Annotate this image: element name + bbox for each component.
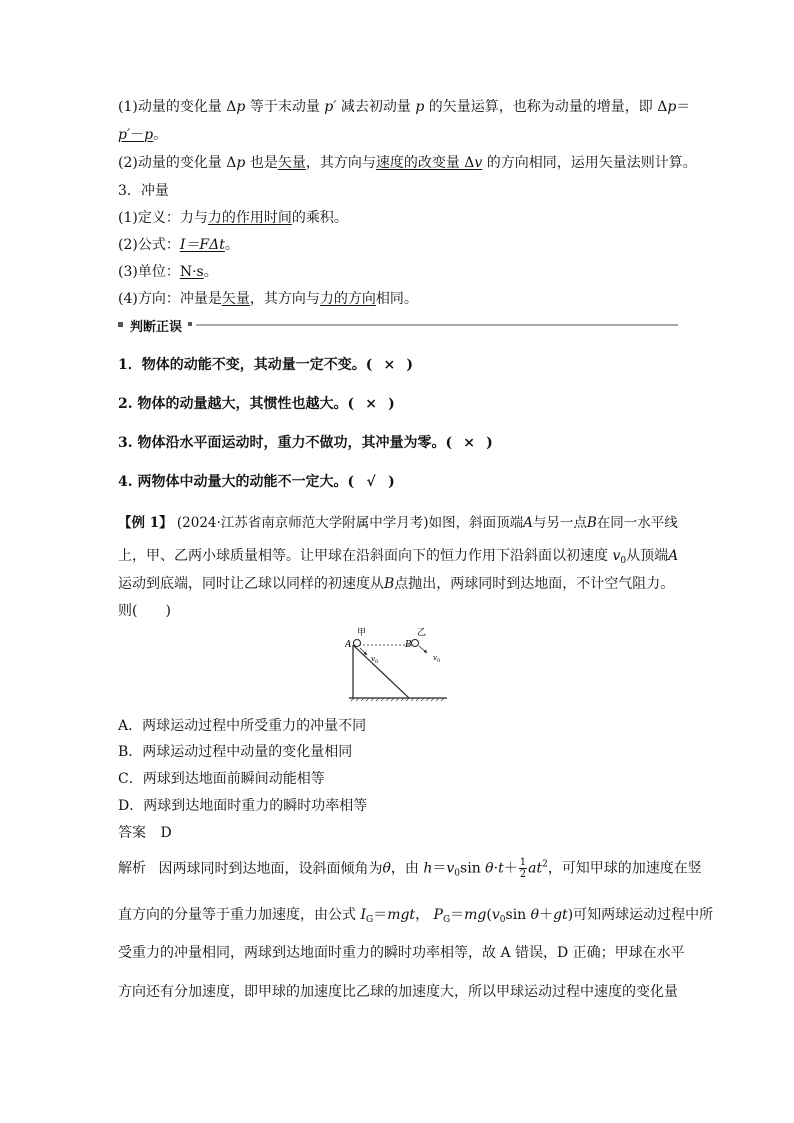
text: A．两球运动过程中所受重力的冲量不同 [118,718,367,734]
text: θ [382,860,391,877]
label-yi: 乙 [417,628,427,638]
text: 上，甲、乙两小球质量相等。让甲球在沿斜面向下的恒力作用下沿斜面以初速度 [118,548,613,564]
choice-B [118,741,352,761]
concept-line-5 [118,207,348,227]
text: B [586,515,597,531]
text: 0 [499,915,506,925]
label-B: B [405,640,412,650]
text: 0 [620,556,627,566]
text: ) [406,357,413,373]
unit: N·s [179,264,204,280]
text: 方向还有分加速度，即甲球的加速度比乙球的加速度大，所以甲球运动过程中速度的变化量 [118,984,678,1000]
label-v0-sub: 0 [437,658,441,664]
text: 2. 物体的动量越大，其惯性也越大。( [118,396,355,412]
choice-D [118,795,367,815]
text: C．两球到达地面前瞬间动能相等 [118,771,325,787]
text: ( [486,907,492,923]
text: p [415,99,425,115]
text: ， [415,907,430,923]
text: v [446,860,455,877]
text: ) [388,396,395,412]
text: G [365,915,374,925]
text: 受重力的冲量相同，两球到达地面时重力的瞬时功率相等，故 A 错误，D 正确；甲球在水平 [118,945,685,961]
text: 1．物体的动能不变，其动量一定不变。( [118,357,373,373]
concept-line-6 [118,234,239,254]
text: sin [505,907,531,923]
text: A [668,548,679,564]
concept-line-7 [118,261,218,281]
judgement-item-3 [118,432,493,452]
section-marker-icon [118,322,123,327]
divider-line [196,324,678,326]
text: 。 [203,264,218,280]
ball-jia [354,640,361,647]
example-line-2 [118,545,678,566]
text: v [491,907,500,923]
section-header-judgement [118,318,678,335]
formula: I＝FΔt [179,237,225,253]
concept-line-1 [118,96,690,116]
judgement-mark: × [383,357,396,373]
concept-line-8 [118,288,418,308]
text: p [144,127,154,143]
text: ，其方向与 [305,155,376,171]
text: ＋ [539,907,554,923]
label-A: A [345,640,352,650]
text: ，由 [390,860,424,877]
example-line-3 [118,573,674,593]
text: (2)公式： [118,237,180,253]
text: v [612,548,621,564]
judgement-mark: × [463,435,475,451]
fraction-half [519,857,527,880]
section-title: 判断正误 [130,320,183,335]
example-line-4 [118,600,171,620]
text: h [423,860,433,877]
judgement-item-4 [118,471,395,491]
analysis-line-1 [118,857,702,880]
text: B [384,576,395,592]
concept-line-3 [118,152,697,172]
text: 的乘积。 [291,210,348,226]
text: (1)定义：力与 [118,210,208,226]
answer-value: D [160,825,172,841]
text: ＝ [373,907,388,923]
text: 与另一点 [532,515,587,531]
concept-heading-impulse [118,180,169,200]
text: 4. 两物体中动量大的动能不一定大。( [118,474,355,490]
example-tag: 【例 1】 [118,515,173,531]
example-source: (2024·江苏省南京师范大学附属中学月考) [176,515,429,531]
text: ，其方向与 [249,291,320,307]
text: ＝ [450,907,465,923]
text: mgt [387,907,416,923]
text: 。 [153,127,168,143]
text: )可知两球运动过程中所 [567,907,714,923]
example-line-1 [118,511,678,531]
text: G [442,915,451,925]
text: p′ [118,127,131,143]
text: p [667,99,677,115]
text: 力的作用时间 [207,210,292,226]
text: 速度的改变量 Δ [375,155,475,171]
text: 3. 物体沿水平面运动时，重力不做功，其冲量为零。( [118,435,453,451]
judgement-mark: × [365,396,377,412]
text: 力的方向 [319,291,376,307]
text: 等于末动量 [245,99,325,115]
analysis-line-4 [118,981,678,1001]
text: 0 [454,868,461,879]
text: (2)动量的变化量 Δ [118,155,237,171]
concept-line-2 [118,124,167,144]
text: 点抛出，两球同时到达地面，不计空气阻力。 [394,576,675,592]
label-v0-jia: v [371,655,375,663]
analysis-label: 解析 [118,860,146,877]
text: 从顶端 [626,548,669,564]
text: 相同。 [375,291,418,307]
text: A [523,515,533,531]
text: sin [460,860,486,877]
text: v [474,155,483,171]
text: 2 [542,859,548,870]
incline-diagram [345,626,455,704]
text: p′ [324,99,337,115]
text: (4)方向：冲量是 [118,291,222,307]
judgement-item-1 [118,354,413,374]
incline-figure [345,626,455,708]
text: 的方向相同，运用矢量法则计算。 [482,155,697,171]
heading: 3．冲量 [118,183,169,199]
text: t [536,860,543,877]
text: ＝ [676,99,691,115]
text: ) [388,474,395,490]
text: － [130,127,145,143]
text: θ [530,907,540,923]
label-jia: 甲 [357,628,367,638]
text: t [498,860,504,877]
judgement-item-2 [118,393,395,413]
text: 在同一水平线 [596,515,678,531]
answer-label: 答案 [118,825,146,841]
text: (1)动量的变化量 Δ [118,99,237,115]
text: ＝ [432,860,447,877]
text: P [433,907,443,923]
text: p [236,155,246,171]
text: 直方向的分量等于重力加速度，由公式 [118,907,361,923]
text: 运动到底端，同时让乙球以同样的初速度从 [118,576,384,592]
text: gt [553,907,568,923]
choice-A [118,715,366,735]
text: 如图，斜面顶端 [428,515,524,531]
judgement-mark: √ [366,474,376,490]
text: ，可知甲球的加速度在竖 [547,860,702,877]
text: p [236,99,246,115]
divider-dot [188,322,192,326]
text: I [360,907,366,923]
label-v0-sub: 0 [375,659,379,665]
text: 因两球同时到达地面，设斜面倾角为 [158,860,383,877]
text: 矢量 [277,155,306,171]
incline-slope [353,645,409,698]
text: D．两球到达地面时重力的瞬时功率相等 [118,798,368,814]
text: 则( ) [118,603,171,619]
label-v0-yi: v [433,654,437,662]
analysis-line-3 [118,942,685,962]
choice-C [118,768,325,788]
text: a [528,860,537,877]
fraction-denominator: 2 [519,869,527,880]
text: ＋ [503,860,518,877]
text: mg [464,907,487,923]
text: B．两球运动过程中动量的变化量相同 [118,744,353,760]
fraction-numerator: 1 [519,857,527,868]
text: · [493,860,499,877]
text: 矢量 [221,291,250,307]
text: θ [485,860,494,877]
ball-yi [412,640,419,647]
text: 减去初动量 [336,99,416,115]
text: 的矢量运算，也称为动量的增量，即 Δ [424,99,668,115]
text: (3)单位： [118,264,180,280]
text: ) [486,435,493,451]
analysis-line-2 [118,904,713,925]
text: 也是 [245,155,278,171]
answer-line [118,822,172,842]
text: 。 [224,237,239,253]
